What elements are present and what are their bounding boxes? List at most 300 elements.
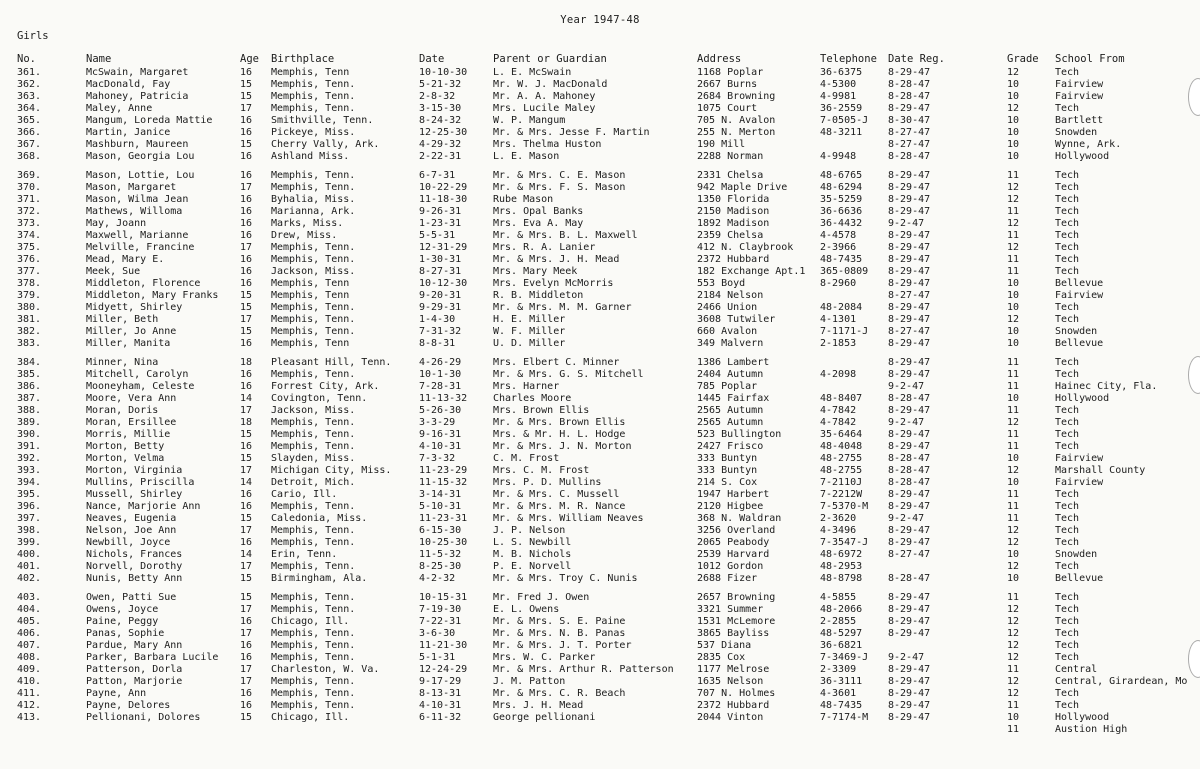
grade: 12 [1007, 525, 1020, 536]
age: 15 [240, 302, 253, 313]
record-no: 411. [17, 688, 42, 699]
grade: 11 [1007, 254, 1020, 265]
table-row [0, 525, 1200, 537]
grade: 11 [1007, 501, 1020, 512]
table-row [0, 254, 1200, 266]
table-row [0, 393, 1200, 405]
birthplace: Byhalia, Miss. [271, 194, 356, 205]
date-registered: 8-29-47 [888, 628, 931, 639]
telephone: 2-1853 [820, 338, 857, 349]
parent-guardian: L. E. Mason [493, 151, 560, 162]
date-registered: 8-29-47 [888, 537, 931, 548]
grade: 12 [1007, 465, 1020, 476]
telephone: 48-5297 [820, 628, 863, 639]
birth-date: 1-23-31 [419, 218, 462, 229]
school-from: Tech [1055, 592, 1080, 603]
age: 18 [240, 417, 253, 428]
student-name: Morris, Millie [86, 429, 171, 440]
telephone: 2-3620 [820, 513, 857, 524]
table-row [0, 242, 1200, 254]
student-name: Patterson, Dorla [86, 664, 183, 675]
address: 3321 Summer [697, 604, 764, 615]
address: 1075 Court [697, 103, 758, 114]
student-name: Nance, Marjorie Ann [86, 501, 201, 512]
table-row [0, 712, 1200, 724]
table-row [0, 405, 1200, 417]
parent-guardian: W. P. Mangum [493, 115, 566, 126]
student-name: Meek, Sue [86, 266, 141, 277]
birthplace: Memphis, Tenn. [271, 700, 356, 711]
date-registered: 8-29-47 [888, 501, 931, 512]
address: 2359 Chelsa [697, 230, 764, 241]
table-row [0, 640, 1200, 652]
birth-date: 10-22-29 [419, 182, 468, 193]
age: 16 [240, 170, 253, 181]
parent-guardian: Mr. & Mrs. M. R. Nance [493, 501, 626, 512]
birth-date: 12-25-30 [419, 127, 468, 138]
table-row [0, 67, 1200, 79]
address: 190 Mill [697, 139, 746, 150]
age: 16 [240, 369, 253, 380]
parent-guardian: R. B. Middleton [493, 290, 584, 301]
grade: 10 [1007, 573, 1020, 584]
table-row [0, 477, 1200, 489]
age: 17 [240, 561, 253, 572]
school-from: Tech [1055, 525, 1080, 536]
date-registered: 8-29-47 [888, 103, 931, 114]
student-name: Mussell, Shirley [86, 489, 183, 500]
telephone: 36-4432 [820, 218, 863, 229]
age: 16 [240, 115, 253, 126]
address: 1350 Florida [697, 194, 770, 205]
birth-date: 10-12-30 [419, 278, 468, 289]
parent-guardian: Mrs. Thelma Huston [493, 139, 602, 150]
birth-date: 7-19-30 [419, 604, 462, 615]
grade: 10 [1007, 278, 1020, 289]
record-no: 379. [17, 290, 42, 301]
birth-date: 3-15-30 [419, 103, 462, 114]
birthplace: Memphis, Tenn. [271, 652, 356, 663]
birth-date: 9-26-31 [419, 206, 462, 217]
age: 15 [240, 513, 253, 524]
age: 17 [240, 604, 253, 615]
telephone: 48-8407 [820, 393, 863, 404]
date-registered: 8-29-47 [888, 441, 931, 452]
col-parent: Parent or Guardian [493, 53, 607, 65]
school-from: Tech [1055, 501, 1080, 512]
date-registered: 8-27-47 [888, 290, 931, 301]
date-registered: 8-29-47 [888, 604, 931, 615]
age: 16 [240, 381, 253, 392]
student-name: Mashburn, Maureen [86, 139, 189, 150]
grade: 11 [1007, 266, 1020, 277]
age: 15 [240, 79, 253, 90]
telephone: 48-7435 [820, 254, 863, 265]
birthplace: Memphis, Tenn. [271, 314, 356, 325]
grade: 12 [1007, 182, 1020, 193]
date-registered: 8-29-47 [888, 700, 931, 711]
parent-guardian: W. F. Miller [493, 326, 566, 337]
parent-guardian: Mrs. R. A. Lanier [493, 242, 596, 253]
parent-guardian: H. E. Miller [493, 314, 566, 325]
address: 214 S. Cox [697, 477, 758, 488]
telephone: 4-1301 [820, 314, 857, 325]
birth-date: 9-16-31 [419, 429, 462, 440]
telephone: 35-5259 [820, 194, 863, 205]
table-row [0, 501, 1200, 513]
student-name: Patton, Marjorie [86, 676, 183, 687]
birth-date: 5-5-31 [419, 230, 456, 241]
table-row [0, 616, 1200, 628]
column-header-row [0, 53, 1200, 67]
grade: 12 [1007, 628, 1020, 639]
table-row [0, 604, 1200, 616]
record-no: 385. [17, 369, 42, 380]
parent-guardian: Mr. & Mrs. J. N. Morton [493, 441, 632, 452]
telephone: 2-3309 [820, 664, 857, 675]
record-no: 381. [17, 314, 42, 325]
record-no: 382. [17, 326, 42, 337]
table-row [0, 266, 1200, 278]
address: 537 Diana [697, 640, 752, 651]
parent-guardian: Mrs. & Mr. H. L. Hodge [493, 429, 626, 440]
school-from: Tech [1055, 218, 1080, 229]
date-registered: 8-28-47 [888, 91, 931, 102]
table-row [0, 664, 1200, 676]
record-no: 409. [17, 664, 42, 675]
birth-date: 8-25-30 [419, 561, 462, 572]
telephone: 2-3966 [820, 242, 857, 253]
age: 15 [240, 453, 253, 464]
date-registered: 8-29-47 [888, 278, 931, 289]
student-name: Mason, Wilma Jean [86, 194, 189, 205]
birthplace: Memphis, Tenn [271, 338, 350, 349]
parent-guardian: Mr. A. A. Mahoney [493, 91, 596, 102]
parent-guardian: Mr. & Mrs. F. S. Mason [493, 182, 626, 193]
birth-date: 4-29-32 [419, 139, 462, 150]
date-registered: 8-29-47 [888, 676, 931, 687]
parent-guardian: J. M. Patton [493, 676, 566, 687]
birthplace: Memphis, Tenn. [271, 326, 356, 337]
school-from: Tech [1055, 242, 1080, 253]
student-name: Pardue, Mary Ann [86, 640, 183, 651]
student-name: Mooneyham, Celeste [86, 381, 195, 392]
birthplace: Birmingham, Ala. [271, 573, 368, 584]
telephone: 36-6821 [820, 640, 863, 651]
school-from: Tech [1055, 314, 1080, 325]
date-registered: 8-29-47 [888, 338, 931, 349]
birthplace: Detroit, Mich. [271, 477, 356, 488]
telephone: 48-6765 [820, 170, 863, 181]
table-row [0, 218, 1200, 230]
col-no: No. [17, 53, 36, 65]
parent-guardian: C. M. Frost [493, 453, 560, 464]
record-no: 373. [17, 218, 42, 229]
telephone: 48-2755 [820, 465, 863, 476]
birth-date: 10-1-30 [419, 369, 462, 380]
grade: 11 [1007, 724, 1020, 735]
birthplace: Chicago, Ill. [271, 616, 350, 627]
record-no: 398. [17, 525, 42, 536]
record-no: 387. [17, 393, 42, 404]
address: 705 N. Avalon [697, 115, 776, 126]
telephone: 4-4578 [820, 230, 857, 241]
student-name: Newbill, Joyce [86, 537, 171, 548]
date-registered: 8-29-47 [888, 314, 931, 325]
birth-date: 9-17-29 [419, 676, 462, 687]
birth-date: 12-24-29 [419, 664, 468, 675]
table-row [0, 513, 1200, 525]
record-no: 376. [17, 254, 42, 265]
school-from: Bellevue [1055, 338, 1104, 349]
telephone: 4-5300 [820, 79, 857, 90]
birthplace: Cario, Ill. [271, 489, 338, 500]
record-no: 402. [17, 573, 42, 584]
telephone: 4-9981 [820, 91, 857, 102]
age: 15 [240, 429, 253, 440]
birthplace: Marianna, Ark. [271, 206, 356, 217]
parent-guardian: Mr. & Mrs. C. E. Mason [493, 170, 626, 181]
student-name: Mullins, Priscilla [86, 477, 195, 488]
student-name: Mangum, Loreda Mattie [86, 115, 213, 126]
address: 1445 Fairfax [697, 393, 770, 404]
address: 2684 Browning [697, 91, 776, 102]
grade: 12 [1007, 561, 1020, 572]
table-row [0, 628, 1200, 640]
address: 3608 Tutwiler [697, 314, 776, 325]
date-registered: 8-27-47 [888, 127, 931, 138]
table-row [0, 302, 1200, 314]
parent-guardian: Mr. Fred J. Owen [493, 592, 590, 603]
age: 17 [240, 465, 253, 476]
address: 2404 Autumn [697, 369, 764, 380]
date-registered: 8-28-47 [888, 573, 931, 584]
address: 2688 Fizer [697, 573, 758, 584]
grade: 11 [1007, 441, 1020, 452]
school-from: Tech [1055, 561, 1080, 572]
date-registered: 8-28-47 [888, 453, 931, 464]
date-registered: 9-2-47 [888, 652, 925, 663]
school-from: Tech [1055, 194, 1080, 205]
col-address: Address [697, 53, 742, 65]
telephone: 48-2066 [820, 604, 863, 615]
address: 182 Exchange Apt.1 [697, 266, 806, 277]
school-from: Tech [1055, 513, 1080, 524]
birthplace: Slayden, Miss. [271, 453, 356, 464]
record-no: 401. [17, 561, 42, 572]
parent-guardian: Mr. & Mrs. B. L. Maxwell [493, 230, 638, 241]
student-name: Mead, Mary E. [86, 254, 165, 265]
school-from: Hollywood [1055, 151, 1110, 162]
telephone: 7-2110J [820, 477, 863, 488]
school-from: Tech [1055, 266, 1080, 277]
parent-guardian: Charles Moore [493, 393, 572, 404]
birthplace: Cherry Vally, Ark. [271, 139, 380, 150]
date-registered: 8-29-47 [888, 357, 931, 368]
parent-guardian: Mrs. W. C. Parker [493, 652, 596, 663]
table-row [0, 724, 1200, 736]
birthplace: Charleston, W. Va. [271, 664, 380, 675]
record-no: 394. [17, 477, 42, 488]
record-no: 410. [17, 676, 42, 687]
parent-guardian: Mr. & Mrs. Brown Ellis [493, 417, 626, 428]
date-registered: 8-29-47 [888, 664, 931, 675]
grade: 11 [1007, 357, 1020, 368]
grade: 10 [1007, 712, 1020, 723]
table-row [0, 326, 1200, 338]
table-row [0, 139, 1200, 151]
table-row [0, 103, 1200, 115]
student-name: Nunis, Betty Ann [86, 573, 183, 584]
record-no: 408. [17, 652, 42, 663]
student-name: Owens, Joyce [86, 604, 159, 615]
parent-guardian: L. E. McSwain [493, 67, 572, 78]
table-row [0, 652, 1200, 664]
date-registered: 8-28-47 [888, 151, 931, 162]
table-row [0, 537, 1200, 549]
birthplace: Memphis, Tenn. [271, 254, 356, 265]
telephone: 48-4048 [820, 441, 863, 452]
date-registered: 8-28-47 [888, 79, 931, 90]
birth-date: 7-3-32 [419, 453, 456, 464]
school-from: Snowden [1055, 326, 1098, 337]
birthplace: Memphis, Tenn. [271, 302, 356, 313]
record-no: 393. [17, 465, 42, 476]
birthplace: Memphis, Tenn. [271, 103, 356, 114]
grade: 12 [1007, 676, 1020, 687]
grade: 12 [1007, 194, 1020, 205]
record-no: 407. [17, 640, 42, 651]
col-telephone: Telephone [820, 53, 877, 65]
parent-guardian: M. B. Nichols [493, 549, 572, 560]
telephone: 4-7842 [820, 417, 857, 428]
table-row [0, 151, 1200, 163]
birthplace: Memphis, Tenn [271, 290, 350, 301]
telephone: 36-6636 [820, 206, 863, 217]
record-no: 386. [17, 381, 42, 392]
telephone: 48-2755 [820, 453, 863, 464]
record-no: 370. [17, 182, 42, 193]
school-from: Fairview [1055, 477, 1104, 488]
telephone: 7-3469-J [820, 652, 869, 663]
birth-date: 3-3-29 [419, 417, 456, 428]
telephone: 7-3547-J [820, 537, 869, 548]
grade: 12 [1007, 103, 1020, 114]
birth-date: 9-29-31 [419, 302, 462, 313]
age: 16 [240, 218, 253, 229]
grade: 10 [1007, 477, 1020, 488]
grade: 10 [1007, 139, 1020, 150]
address: 2184 Nelson [697, 290, 764, 301]
age: 16 [240, 537, 253, 548]
telephone: 48-3211 [820, 127, 863, 138]
address: 523 Bullington [697, 429, 782, 440]
birthplace: Jackson, Miss. [271, 405, 356, 416]
birth-date: 8-27-31 [419, 266, 462, 277]
address: 2835 Cox [697, 652, 746, 663]
birthplace: Memphis, Tenn. [271, 79, 356, 90]
date-registered: 8-27-47 [888, 139, 931, 150]
parent-guardian: P. E. Norvell [493, 561, 572, 572]
date-registered: 8-30-47 [888, 115, 931, 126]
grade: 12 [1007, 616, 1020, 627]
date-registered: 8-29-47 [888, 525, 931, 536]
date-registered: 8-28-47 [888, 465, 931, 476]
record-no: 375. [17, 242, 42, 253]
birth-date: 1-30-31 [419, 254, 462, 265]
col-birthplace: Birthplace [271, 53, 335, 65]
record-no: 363. [17, 91, 42, 102]
address: 1012 Gordon [697, 561, 764, 572]
age: 17 [240, 103, 253, 114]
record-no: 365. [17, 115, 42, 126]
address: 2331 Chelsa [697, 170, 764, 181]
table-row [0, 369, 1200, 381]
address: 2120 Higbee [697, 501, 764, 512]
date-registered: 9-2-47 [888, 417, 925, 428]
student-name: Miller, Beth [86, 314, 159, 325]
grade: 10 [1007, 302, 1020, 313]
address: 785 Poplar [697, 381, 758, 392]
birth-date: 10-10-30 [419, 67, 468, 78]
parent-guardian: Mr. & Mrs. Arthur R. Patterson [493, 664, 674, 675]
address: 2288 Norman [697, 151, 764, 162]
student-name: Mathews, Willoma [86, 206, 183, 217]
parent-guardian: Mr. & Mrs. M. M. Garner [493, 302, 632, 313]
table-row [0, 127, 1200, 139]
student-name: Middleton, Mary Franks [86, 290, 219, 301]
school-from: Hainec City, Fla. [1055, 381, 1158, 392]
parent-guardian: Mrs. Eva A. May [493, 218, 584, 229]
school-from: Tech [1055, 688, 1080, 699]
date-registered: 8-29-47 [888, 170, 931, 181]
table-row [0, 278, 1200, 290]
school-from: Tech [1055, 489, 1080, 500]
table-row [0, 206, 1200, 218]
date-registered: 8-29-47 [888, 405, 931, 416]
school-from: Tech [1055, 537, 1080, 548]
age: 16 [240, 266, 253, 277]
birthplace: Jackson, Miss. [271, 266, 356, 277]
telephone: 48-7435 [820, 700, 863, 711]
grade: 11 [1007, 369, 1020, 380]
age: 16 [240, 616, 253, 627]
age: 15 [240, 290, 253, 301]
student-name: Paine, Peggy [86, 616, 159, 627]
age: 16 [240, 338, 253, 349]
student-name: Mahoney, Patricia [86, 91, 189, 102]
school-from: Wynne, Ark. [1055, 139, 1122, 150]
address: 333 Buntyn [697, 465, 758, 476]
birth-date: 2-8-32 [419, 91, 456, 102]
birth-date: 5-21-32 [419, 79, 462, 90]
record-no: 397. [17, 513, 42, 524]
parent-guardian: E. L. Owens [493, 604, 560, 615]
age: 16 [240, 640, 253, 651]
school-from: Fairview [1055, 290, 1104, 301]
birthplace: Pickeye, Miss. [271, 127, 356, 138]
date-registered: 8-29-47 [888, 712, 931, 723]
parent-guardian: Mr. W. J. MacDonald [493, 79, 608, 90]
birth-date: 5-10-31 [419, 501, 462, 512]
birth-date: 11-15-32 [419, 477, 468, 488]
school-from: Fairview [1055, 453, 1104, 464]
date-registered: 8-29-47 [888, 194, 931, 205]
telephone: 4-3601 [820, 688, 857, 699]
parent-guardian: Mr. & Mrs. G. S. Mitchell [493, 369, 644, 380]
telephone: 4-5855 [820, 592, 857, 603]
date-registered: 8-28-47 [888, 393, 931, 404]
